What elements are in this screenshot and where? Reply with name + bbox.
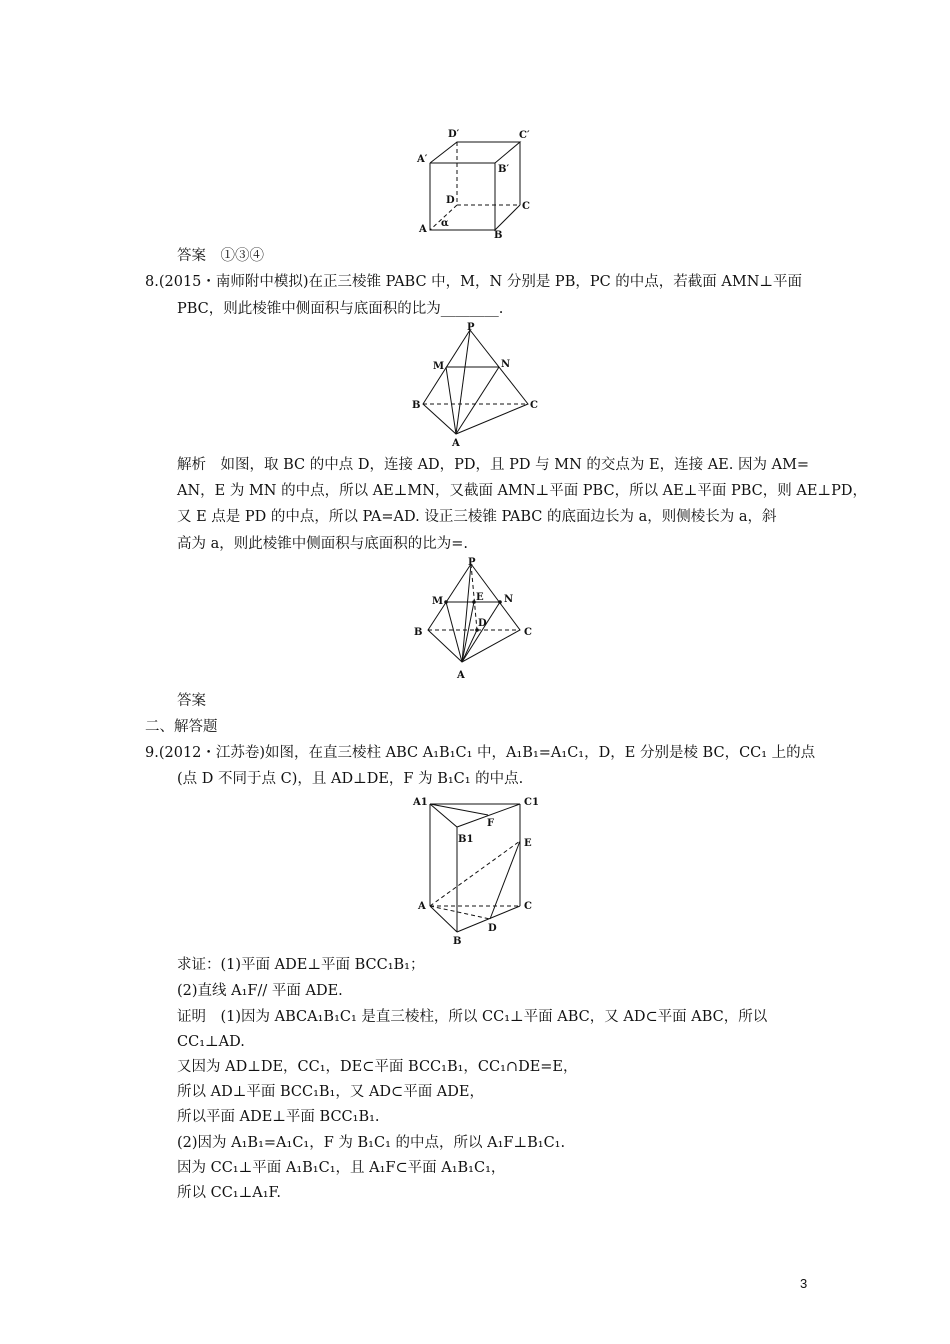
- label-b-prime: B′: [498, 164, 510, 175]
- page-number: 3: [800, 1276, 808, 1291]
- question-8-line-2: PBC，则此棱锥中侧面积与底面积的比为________.: [177, 301, 504, 317]
- proof-goal-1: 求证：(1)平面 ADE⊥平面 BCC₁B₁；: [177, 957, 425, 973]
- question-9-line-1: 9.(2012・江苏卷)如图，在直三棱柱 ABC A₁B₁C₁ 中，A₁B₁=A₁C₁，D，E 分别是棱 BC，CC₁ 上的点: [145, 745, 816, 761]
- label-d: D: [488, 923, 497, 934]
- pyramid-edge: [423, 330, 528, 434]
- label-b: B: [453, 936, 462, 947]
- pyramid-edge: [456, 330, 470, 434]
- label-b1: B1: [458, 834, 474, 845]
- label-d-prime: D′: [448, 129, 460, 140]
- label-a: A: [457, 670, 465, 681]
- label-d: D: [446, 195, 455, 206]
- label-a-prime: A′: [417, 154, 428, 165]
- label-a: A: [418, 901, 426, 912]
- label-c-prime: C′: [519, 130, 530, 141]
- solution-8-line-4: 高为 a，则此棱锥中侧面积与底面积的比为=.: [177, 536, 469, 552]
- label-b: B: [412, 400, 421, 411]
- cube-edge: [495, 205, 520, 230]
- label-f: F: [487, 818, 495, 829]
- prism-edge: [430, 906, 457, 932]
- label-p: P: [467, 322, 475, 333]
- answer-7: 答案 ①③④: [177, 248, 264, 264]
- label-b: B: [494, 230, 503, 240]
- segment-a1f: [430, 804, 488, 815]
- proof-line-2: CC₁⊥AD.: [177, 1034, 245, 1050]
- section-edge: [446, 602, 462, 662]
- label-m: M: [432, 596, 444, 607]
- prism-edge: [430, 804, 520, 827]
- label-a1: A1: [413, 797, 428, 808]
- label-m: M: [433, 361, 445, 372]
- label-b: B: [414, 627, 423, 638]
- question-8-line-1: 8.(2015・南师附中模拟)在正三棱锥 PABC 中，M，N 分别是 PB，PC 的中点，若截面 AMN⊥平面: [145, 274, 803, 290]
- label-e: E: [524, 838, 532, 849]
- label-a: A: [419, 224, 427, 235]
- label-e: E: [476, 592, 484, 603]
- segment-ae: [430, 841, 520, 906]
- pyramid-figure-2: [410, 556, 550, 684]
- segment-de: [490, 841, 520, 919]
- proof-line-8: 所以 CC₁⊥A₁F.: [177, 1185, 281, 1201]
- segment-ad: [430, 906, 490, 919]
- pyramid-edge: [428, 564, 520, 662]
- proof-goal-2: (2)直线 A₁F// 平面 ADE.: [177, 983, 343, 999]
- pyramid-edge: [462, 564, 471, 662]
- label-n: N: [501, 359, 511, 370]
- cube-edge: [430, 142, 520, 163]
- label-alpha: α: [441, 218, 449, 229]
- label-c: C: [522, 201, 530, 212]
- label-p: P: [468, 557, 476, 568]
- label-c: C: [530, 400, 538, 411]
- proof-line-1: 证明 (1)因为 ABCA₁B₁C₁ 是直三棱柱，所以 CC₁⊥平面 ABC，又 AD⊂平面 ABC，所以: [177, 1009, 768, 1025]
- section-heading-solutions: 二、解答题: [145, 719, 218, 735]
- label-d: D: [478, 618, 487, 629]
- point-n: [498, 600, 502, 604]
- proof-line-6: (2)因为 A₁B₁=A₁C₁，F 为 B₁C₁ 的中点，所以 A₁F⊥B₁C₁.: [177, 1135, 566, 1151]
- section-edge: [446, 367, 456, 434]
- answer-8: 答案: [177, 693, 206, 709]
- solution-8-line-2: AN，E 为 MN 的中点，所以 AE⊥MN，又截面 AMN⊥平面 PBC，所以 AE⊥平面 PBC，则 AE⊥PD，: [177, 483, 867, 499]
- prism-figure: [410, 794, 550, 948]
- label-c: C: [524, 627, 532, 638]
- label-c1: C1: [524, 797, 539, 808]
- label-c: C: [524, 901, 532, 912]
- proof-line-7: 因为 CC₁⊥平面 A₁B₁C₁，且 A₁F⊂平面 A₁B₁C₁，: [177, 1160, 506, 1176]
- cube-edge: [430, 163, 495, 230]
- label-n: N: [504, 594, 514, 605]
- cube-figure: [415, 125, 535, 240]
- solution-8-line-1: 解析 如图，取 BC 的中点 D，连接 AD，PD，且 PD 与 MN 的交点为 E，连接 AE. 因为 AM=: [177, 457, 810, 473]
- question-9-line-2: (点 D 不同于点 C)，且 AD⊥DE，F 为 B₁C₁ 的中点.: [177, 771, 524, 787]
- proof-line-5: 所以平面 ADE⊥平面 BCC₁B₁.: [177, 1109, 380, 1125]
- proof-line-3: 又因为 AD⊥DE，CC₁，DE⊂平面 BCC₁B₁，CC₁∩DE=E，: [177, 1059, 578, 1075]
- proof-line-4: 所以 AD⊥平面 BCC₁B₁，又 AD⊂平面 ADE，: [177, 1084, 484, 1100]
- solution-8-line-3: 又 E 点是 PD 的中点，所以 PA=AD. 设正三棱锥 PABC 的底面边长为 a，则侧棱长为 a，斜: [177, 509, 777, 525]
- pyramid-figure: [408, 322, 548, 450]
- section-edge: [456, 367, 499, 434]
- point-m: [444, 600, 448, 604]
- label-a: A: [452, 438, 460, 449]
